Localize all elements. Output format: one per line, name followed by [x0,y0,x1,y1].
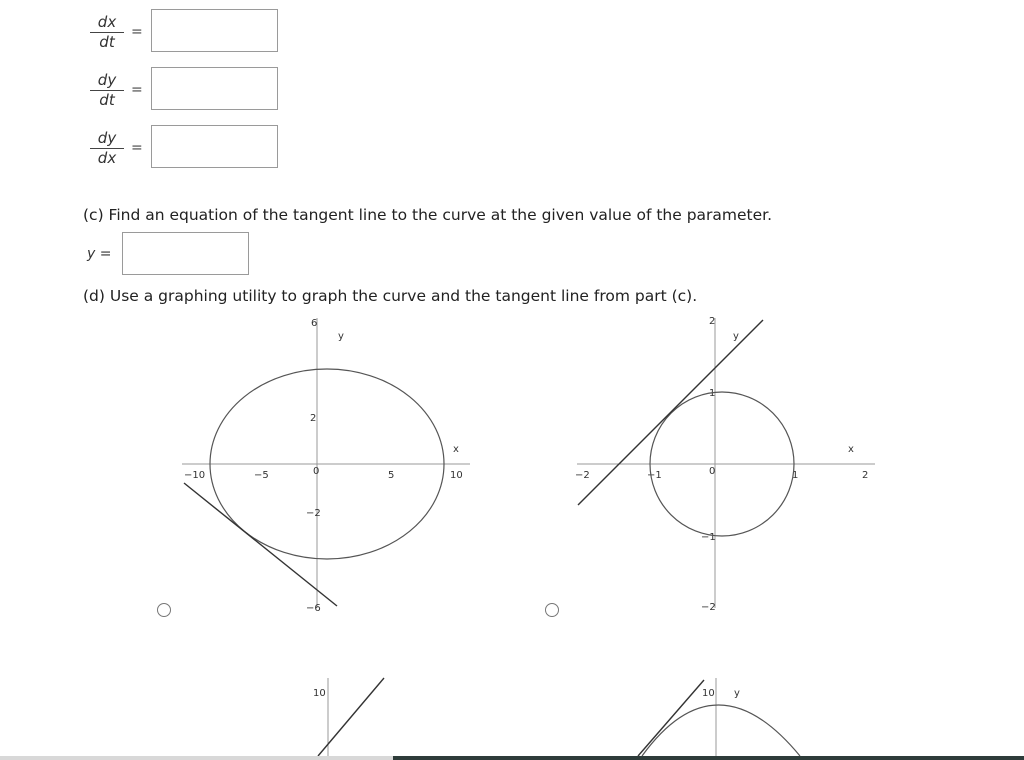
y-tick-label: 10 [313,688,326,699]
equals-sign: = [131,140,143,156]
part-d-question: (d) Use a graphing utility to graph the curve and the tangent line from part (c). [83,287,698,305]
x-tick-label: 0 [709,466,716,477]
y-tick-label: −1 [701,532,716,543]
x-axis-label: x [453,444,459,455]
dy-dt-answer-input[interactable] [151,67,278,110]
fraction-numerator: dy [90,130,124,149]
part-c-question: (c) Find an equation of the tangent line to the curve at the given value of the parameter. [83,206,773,224]
equals-sign: = [131,24,143,40]
y-tick-label: 1 [709,388,716,399]
dx-dt-answer-input[interactable] [151,9,278,52]
fraction-denominator: dx [97,149,117,167]
x-tick-label: −2 [575,470,590,481]
y-tick-label: −6 [306,603,321,614]
y-tick-label: −2 [306,508,321,519]
tangent-line [184,483,337,606]
x-tick-label: 0 [313,466,320,477]
tangent-line-answer-input[interactable] [122,232,249,275]
y-axis-label: y [338,331,344,342]
graph-option-1-radio[interactable] [157,603,171,617]
x-tick-label: 10 [450,470,463,481]
y-tick-label: 6 [311,318,318,329]
fraction-dy-dt [90,72,124,109]
graph-option-1 [170,312,470,612]
graph-option-2-radio[interactable] [545,603,559,617]
x-tick-label: 2 [862,470,869,481]
y-tick-label: 2 [709,316,716,327]
dy-dx-answer-input[interactable] [151,125,278,168]
y-tick-label: 10 [702,688,715,699]
fraction-numerator: dx [90,14,124,33]
bottom-bar-segment [393,756,1024,760]
parabola-curve [642,705,800,756]
y-axis-label: y [734,688,740,699]
bottom-scroll-bar [0,756,1024,760]
y-axis-label: y [733,331,739,342]
fraction-dy-dx [90,130,124,167]
equals-sign: = [131,82,143,98]
y-tick-label: −2 [701,602,716,613]
graph-option-4 [630,672,830,756]
tangent-line [638,680,704,756]
fraction-denominator: dt [99,91,115,109]
x-tick-label: −5 [254,470,269,481]
tangent-line [578,320,763,505]
fraction-dx-dt [90,14,124,51]
x-tick-label: −10 [184,470,206,481]
x-tick-label: −1 [647,470,662,481]
graph-option-3 [300,672,400,756]
x-tick-label: 1 [792,470,799,481]
graph-option-2 [575,312,875,612]
fraction-numerator: dy [90,72,124,91]
tangent-y-label: y = [87,246,112,262]
x-axis-label: x [848,444,854,455]
y-tick-label: 2 [310,413,317,424]
fraction-denominator: dt [99,33,115,51]
x-tick-label: 5 [388,470,395,481]
